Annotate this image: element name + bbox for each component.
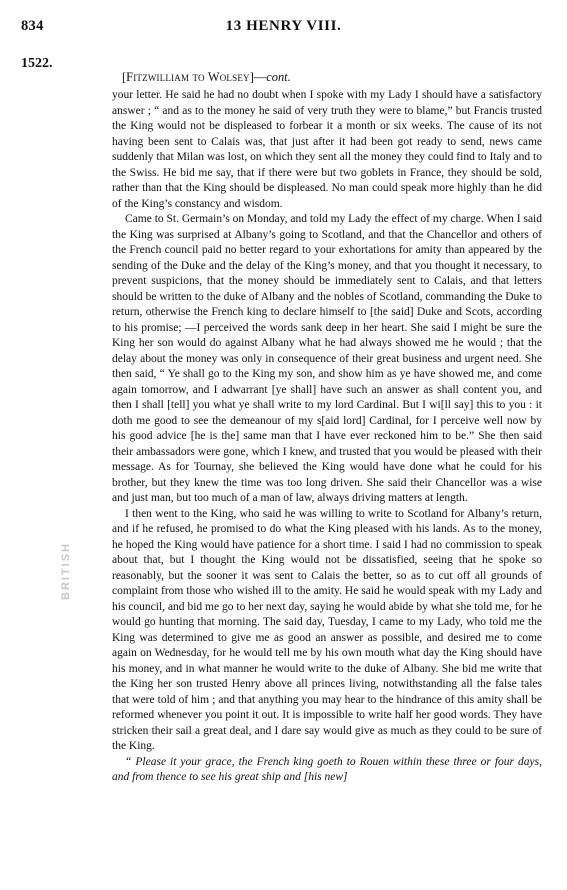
page-number: 834 — [21, 18, 44, 34]
body-text — [112, 88, 542, 786]
heading-name: Fitzwilliam to Wolsey — [126, 70, 250, 84]
heading-bracket-open: [ — [122, 70, 127, 84]
margin-year: 1522. — [21, 56, 53, 71]
paragraph: your letter. He said he had no doubt when I spoke with my Lady I should have a satisfactory answer ; “ and as to the money he said of very truth they were to blame,” but Francis trusted the King would not be displeased to forbear it a month or six weeks. The cause of its not having been sent to Calais was, that just after it had been got ready to send, news came suddenly that Milan was lost, on which they sent all the money they could find to Italy and to the Swiss. He bid me say, that if there were but two goblets in France, they should be sold, rather than that the King should be displeased. No man could speak more highly than he did of the King’s constancy and wisdom. — [112, 89, 542, 210]
margin-stamp: BRITISH — [60, 542, 72, 600]
paragraph: “ Please it your grace, the French king goeth to Rouen within these three or four days, and from thence to see his great ship and [his new] — [112, 755, 542, 783]
heading-cont: cont. — [266, 70, 291, 84]
section-heading — [122, 70, 291, 85]
heading-bracket-close: ]— — [249, 70, 267, 84]
paragraph: Came to St. Germain’s on Monday, and told my Lady the effect of my charge. When I said the King was surprised at Albany’s going to Scotland, and that the Chancellor and others of the French council paid no better regard to your exhortations for amity than appeared by the sending of the Duke and the delay of the King’s money, and that you thought it necessary, to prevent suspicions, that the money should be immediately sent to Calais, and that letters should be written to the duke of Albany and the nobles of Scotland, commanding the Duke to return, otherwise the French king to declare himself to [the said] Duke and Scots, according to his promise; —I perceived the words sank deep in her heart. She said I might be sure the King her son would do against Albany what he had always showed me he would ; that the delay about the money was only in consequence of their great business and urgent need. She then said, “ Ye shall go to the King my son, and show him as ye have showed me, and come again tomorrow, and I adwarrant [ye shall] have such an answer as shall content you, and then I shall [tell] you what ye shall write to my lord Cardinal. But I wi[ll say] this to you : it doth me good to see the demeanour of my s[aid lord] Cardinal, for I perceive well now by his good advice [he is the] same man that I have ever reckoned him to be.” She then said their ambassadors were gone, which I knew, and trusted that you would be pleased with their message. As for Tournay, she believed the King would have done what he could for his brother, but they knew the time was too long driven. She said their Chancellor was a wise and just man, but too much of a man of law, always driving matters at length. — [112, 213, 542, 504]
paragraph: I then went to the King, who said he was willing to write to Scotland for Albany’s return, and if he refused, he promised to do what the King pleased with his lands. As to the money, he hoped the King would have patience for a short time. I said I had no commission to speak about that, but I thought the King would not be dissatisfied, seeing that he spoke so reasonably, but the sooner it was sent to Calais the better, so as to cut off all grounds of complaint from those who wished ill to the amity. He said he would speak with my Lady and his council, and bid me go to her next day, saying he would abide by what she told me, for he would go hunting that morning. The said day, Tuesday, I came to my Lady, who told me the King was determined to give me as good an answer as possible, and desired me to come again on Wednesday, for he would tell me by his own mouth what day the King should have his money, and in what manner he would write to the duke of Albany. She bid me write that the King her son trusted Henry above all princes living, notwithstanding all the false tales that were told of him ; and that anything you may hear to the hindrance of this amity shall be reformed whenever you point it out. It is impossible to write half her good words. They have stricken their sail a great deal, and I dare say would give as much as they could to be sure of the King. — [112, 507, 542, 752]
running-head: 13 HENRY VIII. — [225, 18, 342, 34]
